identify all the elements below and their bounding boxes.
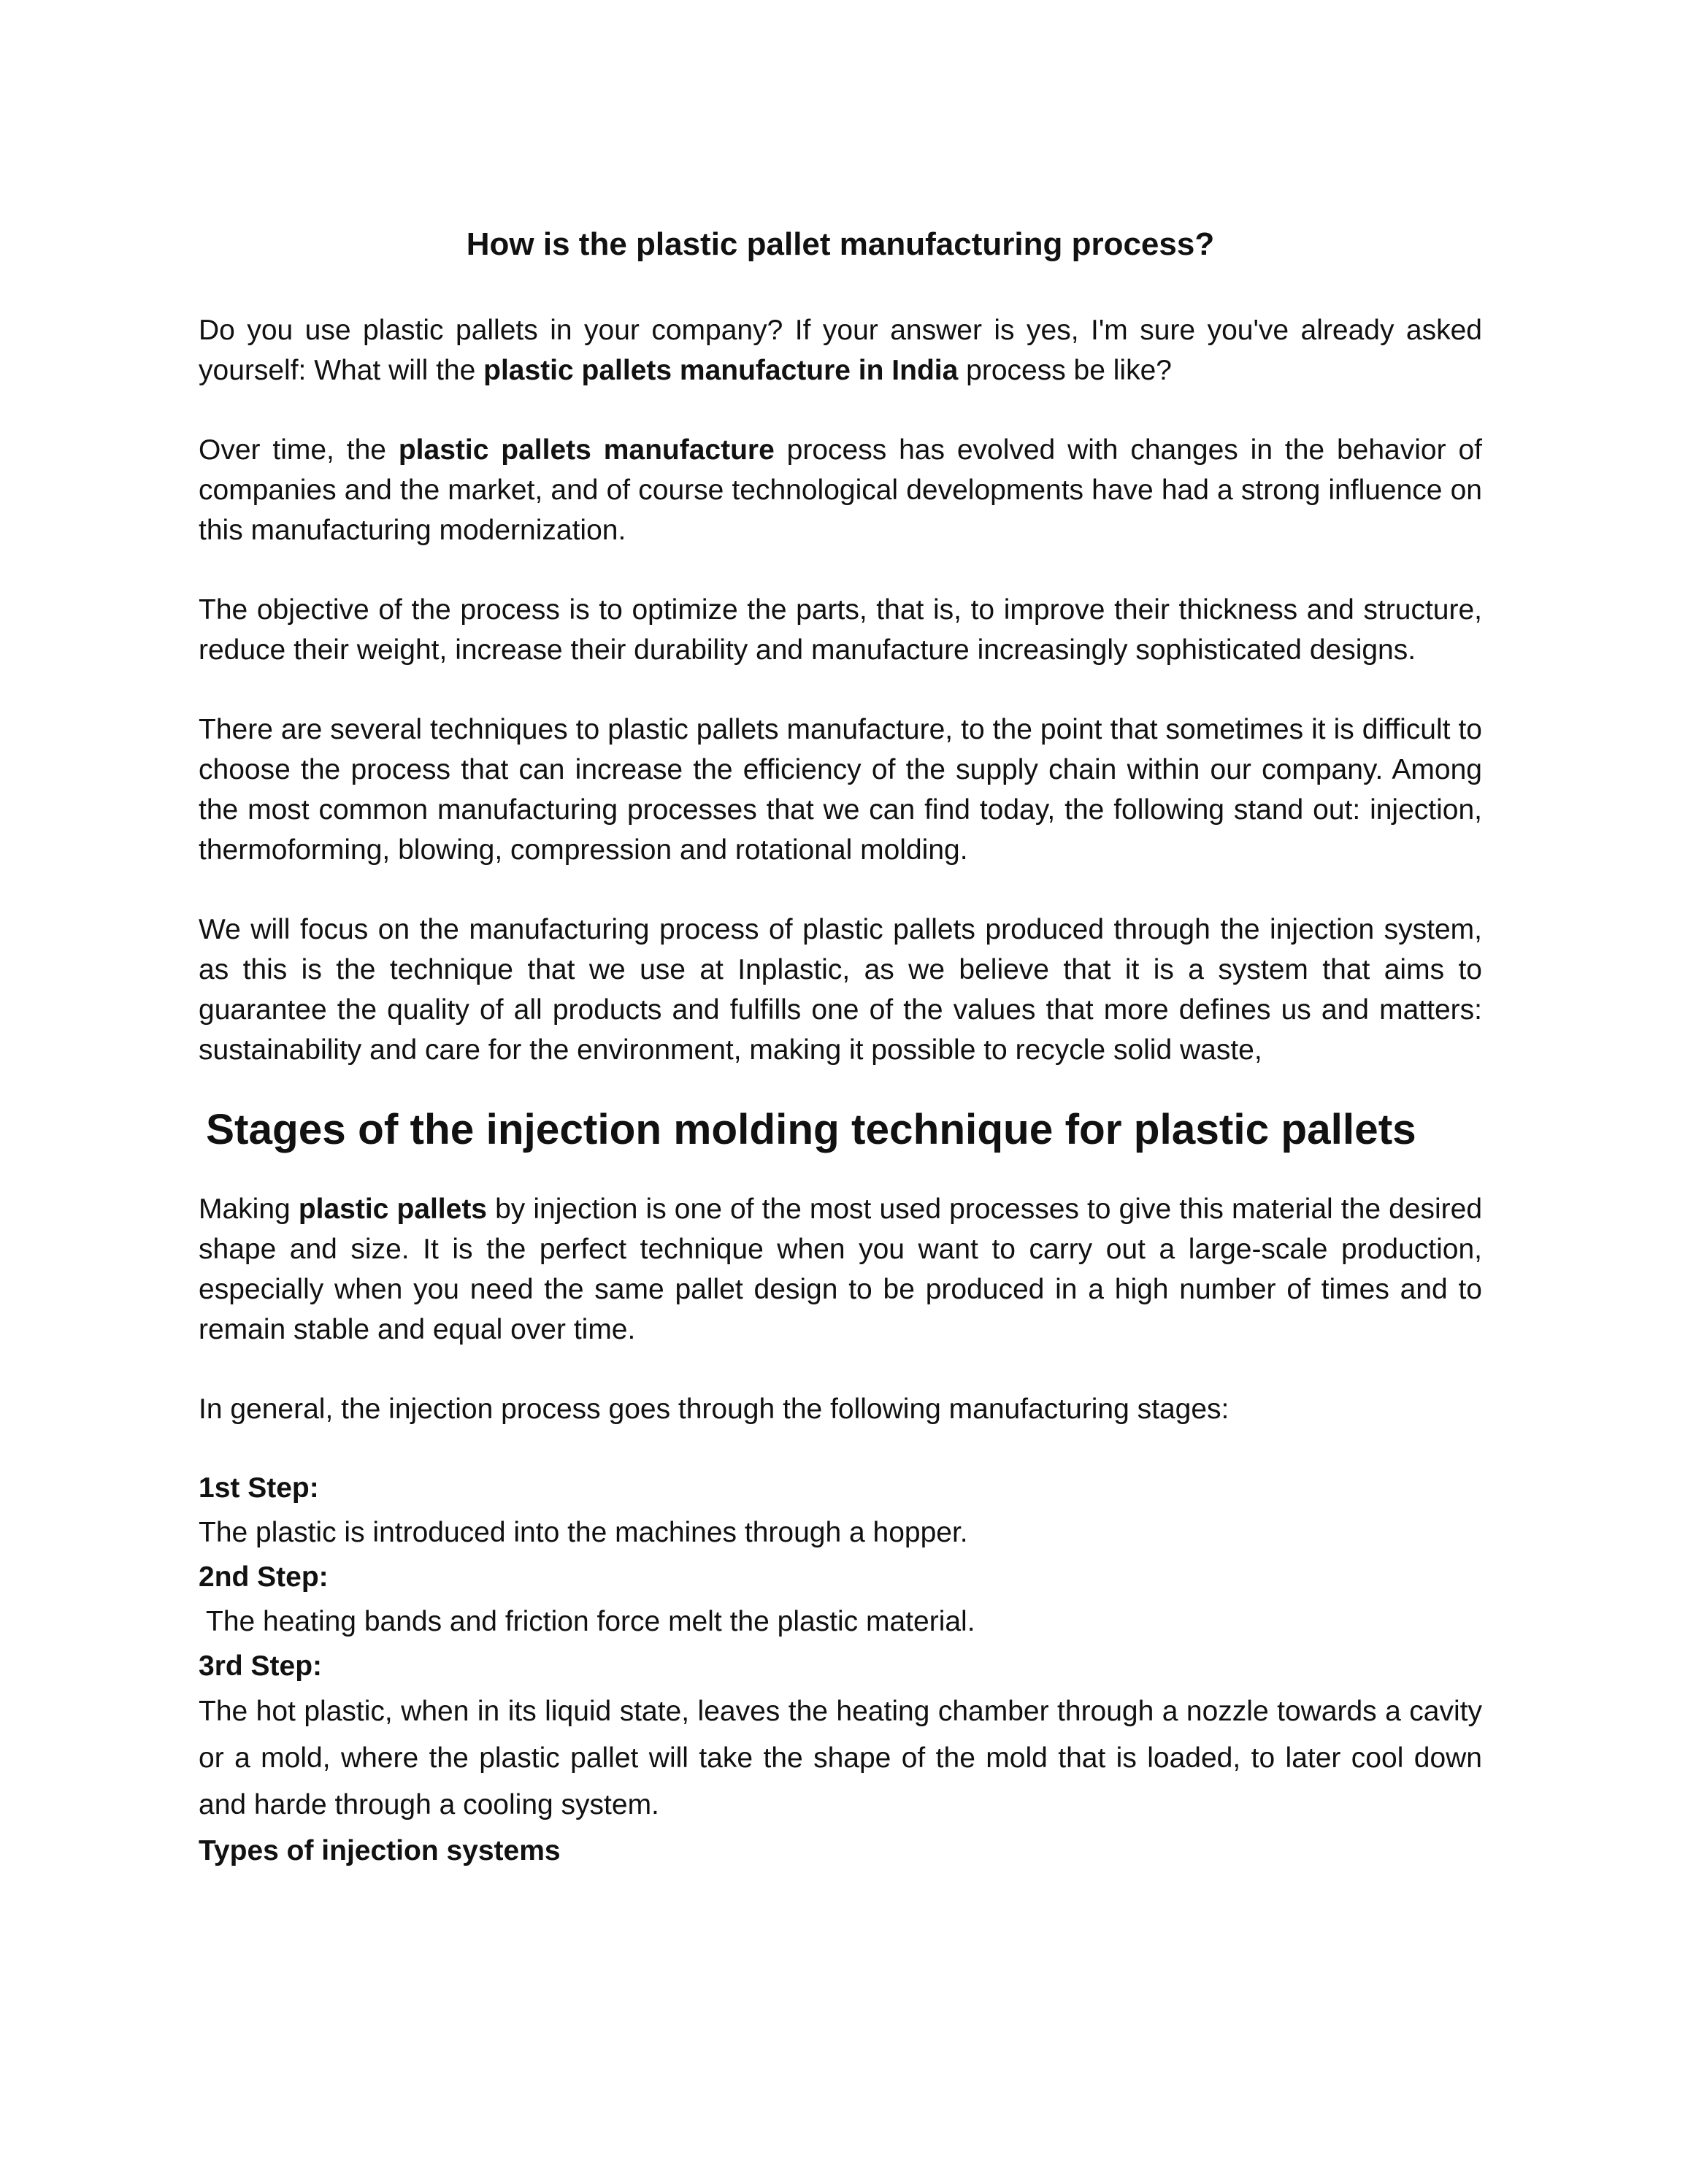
intro-paragraph <box>199 310 1482 391</box>
stages-intro-paragraph: In general, the injection process goes through the following manufacturing stages: <box>199 1393 1229 1425</box>
intro-text-end: process be like? <box>958 355 1172 386</box>
injection-bold-phrase: plastic pallets <box>298 1193 488 1225</box>
evolution-text-end: process has evolved with changes in the behavior of companies and the market, and of course technological developments have had a strong influence on this manufacturing modernization. <box>199 434 1482 546</box>
document-title: How is the plastic pallet manufacturing process? <box>466 226 1215 262</box>
stages-section-heading: Stages of the injection molding technique for plastic pallets <box>206 1106 1416 1153</box>
evolution-paragraph <box>199 430 1482 550</box>
objective-paragraph: The objective of the process is to optimize the parts, that is, to improve their thickness and structure, reduce their weight, increase their durability and manufacture increasingly sophisticated designs. <box>199 594 1482 666</box>
step-2-label: 2nd Step: <box>199 1561 329 1593</box>
article-content <box>199 223 1482 1873</box>
step-3-text: The hot plastic, when in its liquid state, leaves the heating chamber through a nozzle towards a cavity or a mold, where the plastic pallet will take the shape of the mold that is loaded, to later cool down and harde through a cooling system. <box>199 1696 1482 1820</box>
injection-focus-paragraph: We will focus on the manufacturing process of plastic pallets produced through the injection system, as this is the technique that we use at Inplastic, as we believe that it is a system that aims to guarantee the quality of all products and fulfills one of the values that more defines us and matters: sustainability and care for the environment, making it possible to recycle solid waste, <box>199 914 1482 1066</box>
evolution-bold-phrase: plastic pallets manufacture <box>398 434 775 466</box>
step-3-label: 3rd Step: <box>199 1650 323 1682</box>
step-1-text: The plastic is introduced into the machines through a hopper. <box>199 1517 968 1548</box>
injection-text-end: by injection is one of the most used processes to give this material the desired shape and size. It is the perfect technique when you want to carry out a large-scale production, especially when you need the same pallet design to be produced in a high number of times and to remain stable and equal over time. <box>199 1193 1483 1345</box>
evolution-text-start: Over time, the <box>199 434 399 466</box>
injection-systems-heading: Types of injection systems <box>199 1835 561 1866</box>
step-1-label: 1st Step: <box>199 1472 319 1504</box>
techniques-paragraph: There are several techniques to plastic pallets manufacture, to the point that sometimes it is difficult to choose the process that can increase the efficiency of the supply chain within our company. Among the most common manufacturing processes that we can find today, the following stand out: injection, thermoforming, blowing, compression and rotational molding. <box>199 714 1482 866</box>
step-2-text: The heating bands and friction force melt the plastic material. <box>206 1606 975 1637</box>
intro-bold-phrase: plastic pallets manufacture in India <box>483 355 959 386</box>
intro-text-start: Do you use plastic pallets in your company? If your answer is yes, I'm sure you've already asked yourself: What will the <box>199 315 1482 386</box>
injection-paragraph <box>199 1189 1482 1350</box>
manufacturing-steps <box>199 1466 1482 1873</box>
injection-text-start: Making <box>199 1193 299 1225</box>
